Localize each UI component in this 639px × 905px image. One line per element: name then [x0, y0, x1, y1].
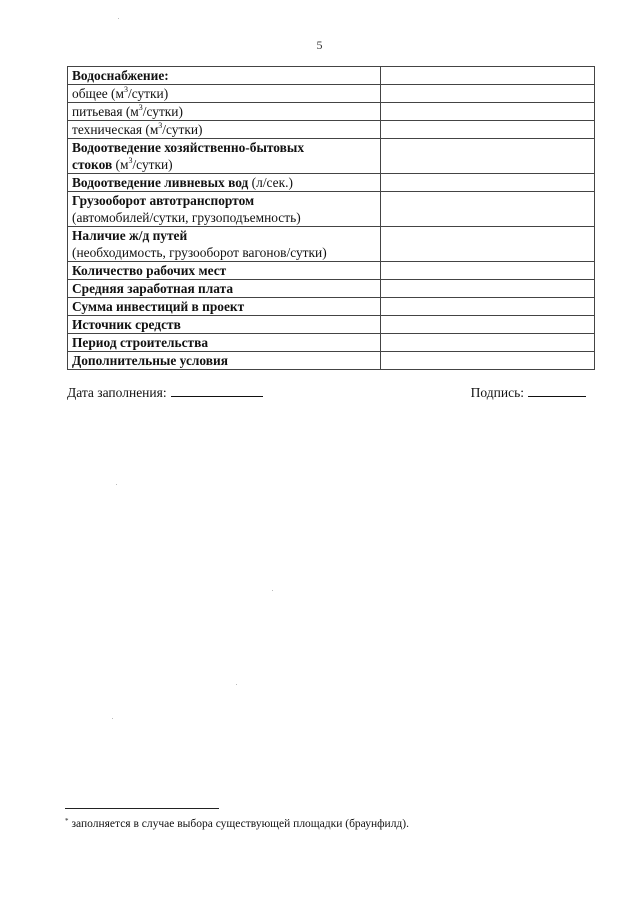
row-label-water-supply: Водоснабжение:: [68, 67, 381, 85]
date-blank-line[interactable]: [171, 384, 263, 397]
unit-superscript: 3: [158, 121, 163, 130]
label-text: Грузооборот автотранспортом: [72, 193, 255, 208]
label-text: общее (м: [72, 86, 124, 101]
table-row-storm-drainage: [68, 174, 595, 192]
label-text: (м: [112, 157, 129, 172]
unit-superscript: 3: [138, 103, 143, 112]
value-water-drinking[interactable]: [381, 103, 595, 121]
value-additional-conditions[interactable]: [381, 352, 595, 370]
value-water-supply[interactable]: [381, 67, 595, 85]
label-text: /сутки): [132, 157, 173, 172]
label-text: (л/сек.): [248, 175, 293, 190]
table-row-domestic-sewage: [68, 139, 595, 174]
row-label-railway: [68, 227, 381, 262]
value-storm-drainage[interactable]: [381, 174, 595, 192]
scan-speck: [116, 484, 117, 485]
application-form-table: [67, 66, 595, 370]
page-number: 5: [316, 38, 323, 52]
table-row-water-drinking: [68, 103, 595, 121]
row-label-water-drinking: [68, 103, 381, 121]
value-construction-period[interactable]: [381, 334, 595, 352]
label-text: /сутки): [162, 122, 203, 137]
row-label-average-salary: Средняя заработная плата: [68, 280, 381, 298]
date-field: [67, 384, 263, 401]
signature-field: [471, 384, 586, 401]
footnote: [65, 817, 409, 830]
table-row-water-supply: [68, 67, 595, 85]
label-text: Водоотведение хозяйственно-бытовых: [72, 140, 305, 155]
table-row-jobs: [68, 262, 595, 280]
row-label-water-total: [68, 85, 381, 103]
date-label: Дата заполнения:: [67, 385, 167, 400]
value-water-total[interactable]: [381, 85, 595, 103]
row-label-jobs: Количество рабочих мест: [68, 262, 381, 280]
scan-speck: [236, 684, 237, 685]
row-label-funding-source: Источник средств: [68, 316, 381, 334]
footnote-text: заполняется в случае выбора существующей площадки (браунфилд).: [71, 818, 409, 830]
label-text: (автомобилей/сутки, грузоподъемность): [72, 210, 301, 225]
table-row-water-total: [68, 85, 595, 103]
row-label-construction-period: Период строительства: [68, 334, 381, 352]
row-label-additional-conditions: Дополнительные условия: [68, 352, 381, 370]
value-truck-freight[interactable]: [381, 192, 595, 227]
unit-superscript: 3: [124, 85, 128, 94]
table-row-funding-source: [68, 316, 595, 334]
value-water-technical[interactable]: [381, 121, 595, 139]
label-text: (необходимость, грузооборот вагонов/сутки): [72, 245, 327, 260]
row-label-domestic-sewage: [68, 139, 381, 174]
label-text: стоков: [72, 157, 113, 172]
scan-speck: [118, 18, 119, 19]
table-row-railway: [68, 227, 595, 262]
label-text: /сутки): [128, 86, 169, 101]
table-row-additional-conditions: [68, 352, 595, 370]
value-jobs[interactable]: [381, 262, 595, 280]
value-funding-source[interactable]: [381, 316, 595, 334]
row-label-storm-drainage: [68, 174, 381, 192]
row-label-water-technical: [68, 121, 381, 139]
value-railway[interactable]: [381, 227, 595, 262]
signature-blank-line[interactable]: [528, 384, 586, 397]
label-text: Наличие ж/д путей: [72, 228, 188, 243]
value-investment[interactable]: [381, 298, 595, 316]
row-label-investment: Сумма инвестиций в проект: [68, 298, 381, 316]
signature-label: Подпись:: [470, 385, 524, 400]
footnote-divider: [65, 808, 219, 809]
unit-superscript: 3: [128, 156, 133, 165]
table-row-investment: [68, 298, 595, 316]
table-row-construction-period: [68, 334, 595, 352]
scan-speck: [272, 590, 273, 591]
value-domestic-sewage[interactable]: [381, 139, 595, 174]
scan-speck: [112, 718, 113, 719]
row-label-truck-freight: [68, 192, 381, 227]
table-row-average-salary: [68, 280, 595, 298]
label-text: техническая (м: [72, 122, 159, 137]
table-row-truck-freight: [68, 192, 595, 227]
label-text: /сутки): [142, 104, 183, 119]
footnote-marker: *: [65, 817, 69, 825]
table-row-water-technical: [68, 121, 595, 139]
label-text: питьевая (м: [72, 104, 139, 119]
value-average-salary[interactable]: [381, 280, 595, 298]
label-text: Водоотведение ливневых вод: [72, 175, 249, 190]
